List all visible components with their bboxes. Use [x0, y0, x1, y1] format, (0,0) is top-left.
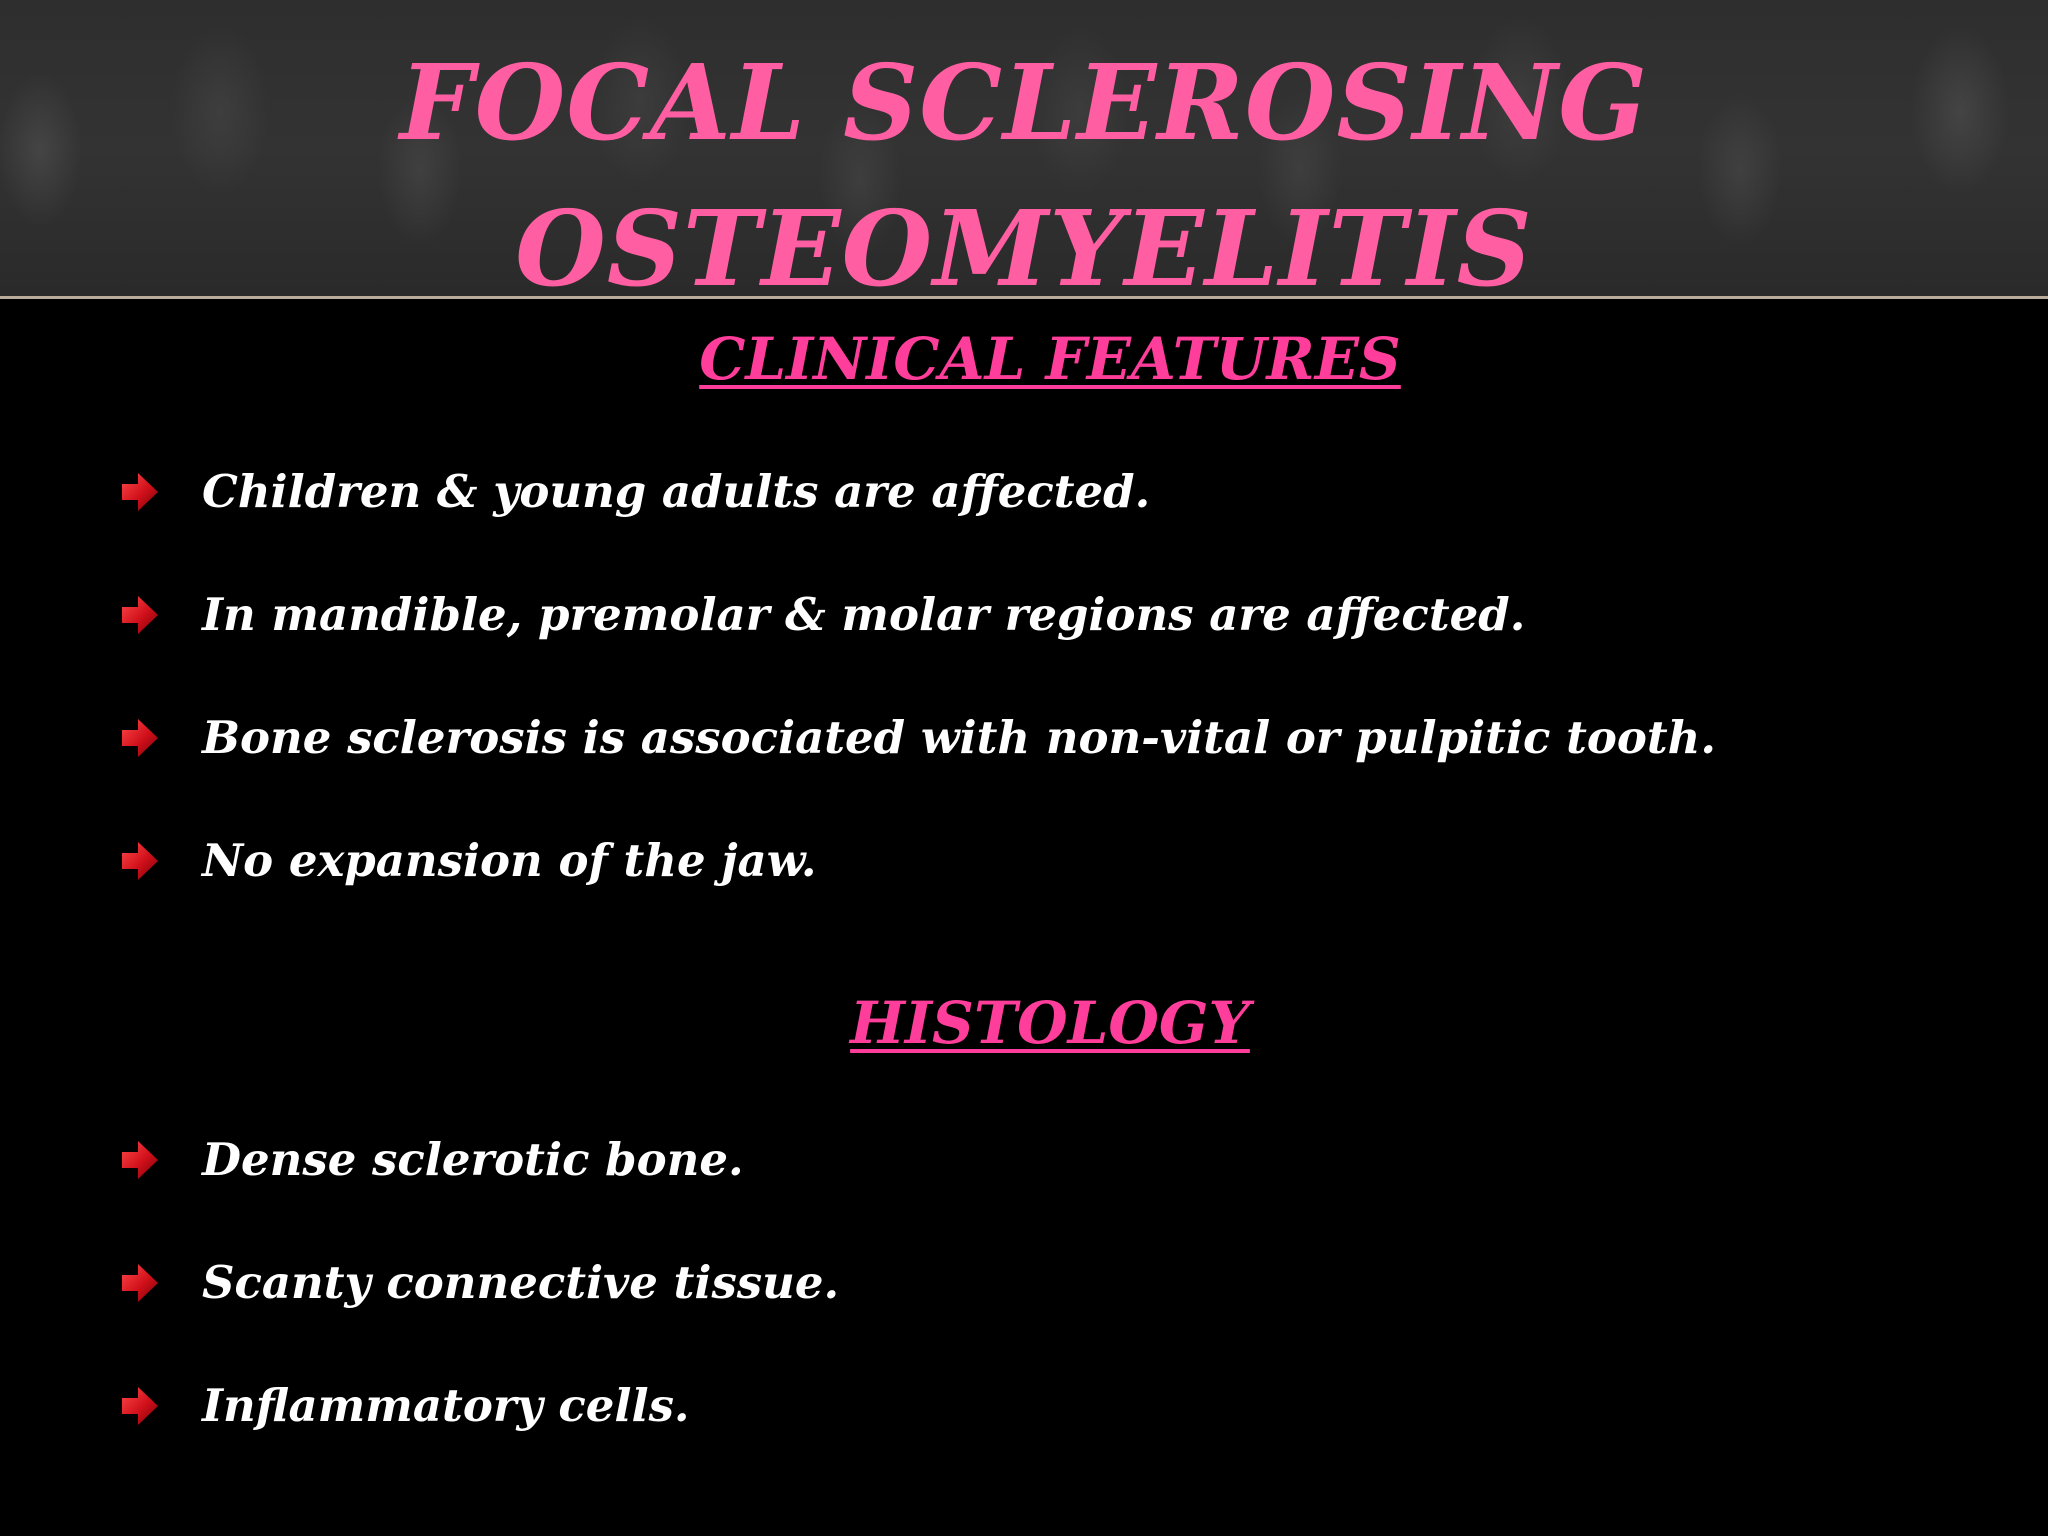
- bullet-text: Scanty connective tissue.: [202, 1255, 840, 1309]
- arrow-right-icon: [120, 716, 160, 760]
- list-item: [120, 799, 1716, 922]
- histology-list: [120, 1098, 839, 1467]
- bullet-text: No expansion of the jaw.: [202, 833, 817, 887]
- arrow-right-icon: [120, 839, 160, 883]
- arrow-right-icon: [120, 1138, 160, 1182]
- clinical-features-list: [120, 430, 1716, 922]
- arrow-right-icon: [120, 470, 160, 514]
- section-heading-histology: HISTOLOGY: [850, 989, 1250, 1057]
- slide-title: [0, 30, 2048, 322]
- list-item: [120, 430, 1716, 553]
- list-item: [120, 553, 1716, 676]
- bullet-text: Dense sclerotic bone.: [202, 1132, 744, 1186]
- arrow-right-icon: [120, 1261, 160, 1305]
- slide-title-line-1: FOCAL SCLEROSING: [399, 41, 1649, 164]
- list-item: [120, 676, 1716, 799]
- section-heading-clinical-features: CLINICAL FEATURES: [699, 325, 1401, 393]
- slide-title-line-2: OSTEOMYELITIS: [515, 187, 1533, 310]
- bullet-text: Bone sclerosis is associated with non-vital or pulpitic tooth.: [202, 710, 1717, 764]
- list-item: [120, 1098, 839, 1221]
- bullet-text: Inflammatory cells.: [202, 1378, 690, 1432]
- arrow-right-icon: [120, 1384, 160, 1428]
- list-item: [120, 1344, 839, 1467]
- bullet-text: Children & young adults are affected.: [202, 464, 1151, 518]
- list-item: [120, 1221, 839, 1344]
- bullet-text: In mandible, premolar & molar regions are affected.: [202, 587, 1526, 641]
- arrow-right-icon: [120, 593, 160, 637]
